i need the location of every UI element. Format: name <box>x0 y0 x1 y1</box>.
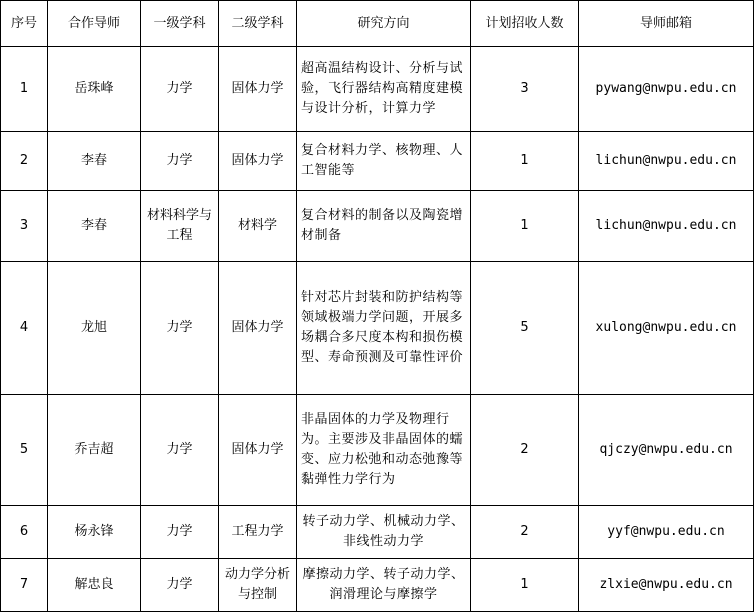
cell-no: 5 <box>1 395 48 506</box>
cell-advisor: 岳珠峰 <box>48 47 141 132</box>
cell-second-discipline: 材料学 <box>219 191 297 262</box>
cell-second-discipline: 固体力学 <box>219 395 297 506</box>
cell-no: 4 <box>1 262 48 395</box>
cell-second-discipline: 固体力学 <box>219 262 297 395</box>
cell-direction: 非晶固体的力学及物理行为。主要涉及非晶固体的蠕变、应力松弛和动态弛豫等黏弹性力学行为 <box>297 395 471 506</box>
table-row <box>1 262 754 395</box>
header-first-discipline: 一级学科 <box>141 1 219 47</box>
header-advisor: 合作导师 <box>48 1 141 47</box>
cell-first-discipline: 力学 <box>141 47 219 132</box>
cell-first-discipline: 力学 <box>141 506 219 559</box>
cell-quota: 2 <box>471 506 579 559</box>
table-row <box>1 395 754 506</box>
cell-second-discipline: 固体力学 <box>219 47 297 132</box>
header-second-discipline: 二级学科 <box>219 1 297 47</box>
cell-direction: 复合材料的制备以及陶瓷增材制备 <box>297 191 471 262</box>
cell-quota: 1 <box>471 559 579 612</box>
cell-advisor: 乔吉超 <box>48 395 141 506</box>
table-row <box>1 506 754 559</box>
cell-first-discipline: 力学 <box>141 132 219 191</box>
cell-quota: 3 <box>471 47 579 132</box>
cell-advisor: 解忠良 <box>48 559 141 612</box>
cell-second-discipline: 动力学分析与控制 <box>219 559 297 612</box>
cell-email: yyf@nwpu.edu.cn <box>579 506 754 559</box>
cell-email: lichun@nwpu.edu.cn <box>579 191 754 262</box>
cell-email: lichun@nwpu.edu.cn <box>579 132 754 191</box>
cell-first-discipline: 材料科学与工程 <box>141 191 219 262</box>
cell-direction: 摩擦动力学、转子动力学、润滑理论与摩擦学 <box>297 559 471 612</box>
table-row <box>1 559 754 612</box>
header-row <box>1 1 754 47</box>
cell-direction: 复合材料力学、核物理、人工智能等 <box>297 132 471 191</box>
cell-first-discipline: 力学 <box>141 262 219 395</box>
cell-advisor: 杨永锋 <box>48 506 141 559</box>
cell-direction: 超高温结构设计、分析与试验，飞行器结构高精度建模与设计分析，计算力学 <box>297 47 471 132</box>
cell-email: qjczy@nwpu.edu.cn <box>579 395 754 506</box>
cell-email: zlxie@nwpu.edu.cn <box>579 559 754 612</box>
table-row <box>1 191 754 262</box>
cell-second-discipline: 固体力学 <box>219 132 297 191</box>
header-email: 导师邮箱 <box>579 1 754 47</box>
cell-advisor: 龙旭 <box>48 262 141 395</box>
cell-no: 1 <box>1 47 48 132</box>
cell-quota: 1 <box>471 132 579 191</box>
cell-advisor: 李春 <box>48 191 141 262</box>
cell-direction: 针对芯片封装和防护结构等领域极端力学问题，开展多场耦合多尺度本构和损伤模型、寿命预测及可靠性评价 <box>297 262 471 395</box>
cell-first-discipline: 力学 <box>141 395 219 506</box>
cell-no: 7 <box>1 559 48 612</box>
cell-advisor: 李春 <box>48 132 141 191</box>
cell-no: 6 <box>1 506 48 559</box>
cell-email: pywang@nwpu.edu.cn <box>579 47 754 132</box>
cell-email: xulong@nwpu.edu.cn <box>579 262 754 395</box>
cell-no: 2 <box>1 132 48 191</box>
header-direction: 研究方向 <box>297 1 471 47</box>
table-row <box>1 47 754 132</box>
cell-second-discipline: 工程力学 <box>219 506 297 559</box>
header-no: 序号 <box>1 1 48 47</box>
cell-quota: 1 <box>471 191 579 262</box>
cell-direction: 转子动力学、机械动力学、非线性动力学 <box>297 506 471 559</box>
cell-quota: 5 <box>471 262 579 395</box>
header-quota: 计划招收人数 <box>471 1 579 47</box>
cell-no: 3 <box>1 191 48 262</box>
cell-quota: 2 <box>471 395 579 506</box>
table-row <box>1 132 754 191</box>
cell-first-discipline: 力学 <box>141 559 219 612</box>
